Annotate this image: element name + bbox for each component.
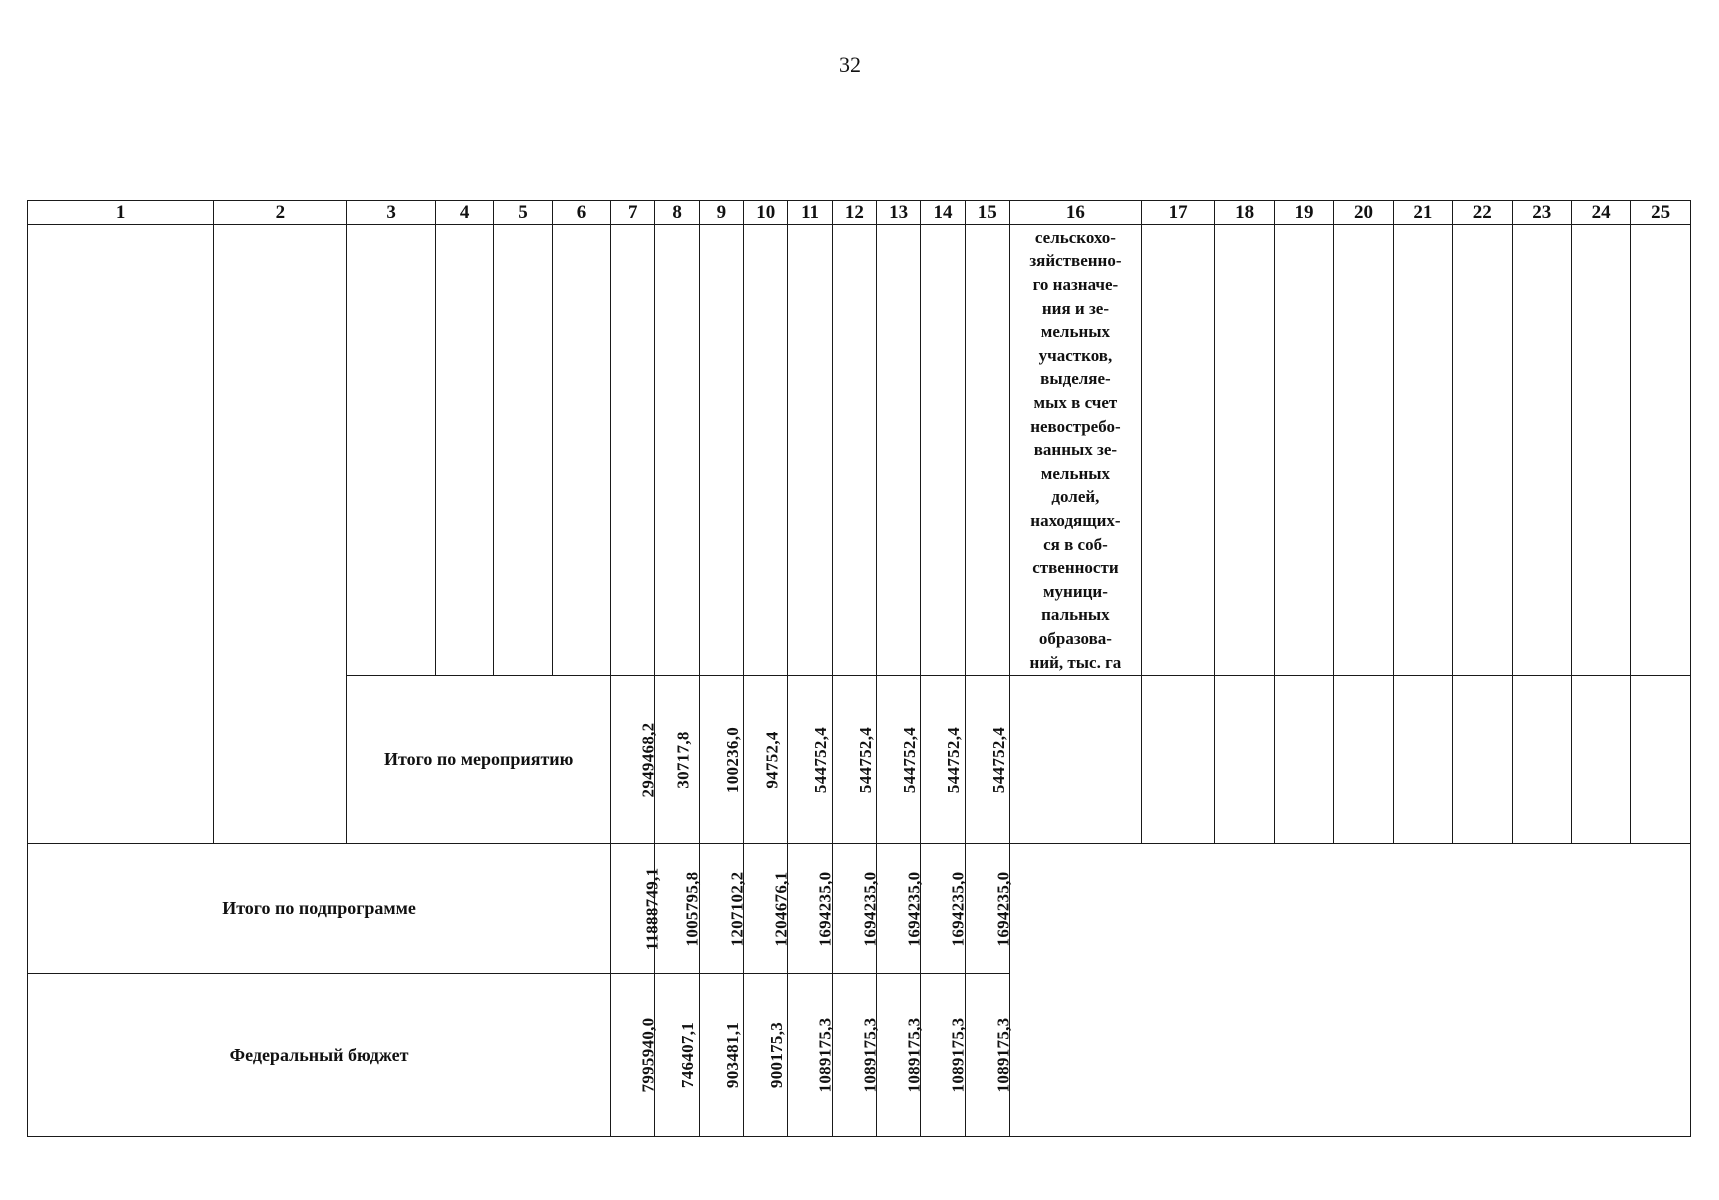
column-number-18: 18 xyxy=(1215,201,1274,225)
cell-col-19 xyxy=(1274,225,1333,676)
description-line: невостребо- xyxy=(1030,416,1121,436)
empty-merged-area xyxy=(1009,844,1690,1137)
description-line: находящих- xyxy=(1030,510,1121,530)
cell-col-5 xyxy=(494,225,552,676)
federal-value-cell-col-7 xyxy=(611,974,658,1137)
measure-empty-cell-col-17 xyxy=(1141,676,1215,844)
federal-value: 7995940,0 xyxy=(638,1017,658,1093)
measure-total-label: Итого по мероприятию xyxy=(347,676,611,844)
column-number-1: 1 xyxy=(28,201,214,225)
description-line: долей, xyxy=(1051,487,1100,507)
measure-value: 2949468,2 xyxy=(638,722,658,797)
measure-empty-cell-col-23 xyxy=(1512,676,1571,844)
column-number-24: 24 xyxy=(1571,201,1630,225)
cell-col-15 xyxy=(965,225,1009,676)
subprogram-total-row xyxy=(28,844,1691,974)
measure-value-cell-col-13 xyxy=(877,676,921,844)
measure-empty-cell-col-20 xyxy=(1334,676,1393,844)
measure-value-cell-col-15 xyxy=(965,676,1009,844)
cell-col-18 xyxy=(1215,225,1274,676)
federal-value-cell-col-8 xyxy=(655,974,699,1137)
cell-col-9 xyxy=(699,225,743,676)
column-number-7: 7 xyxy=(611,201,655,225)
federal-value: 746407,1 xyxy=(678,1021,698,1089)
column-number-19: 19 xyxy=(1274,201,1333,225)
column-number-13: 13 xyxy=(877,201,921,225)
column-number-21: 21 xyxy=(1393,201,1452,225)
measure-empty-cell-col-16 xyxy=(1009,676,1141,844)
measure-value: 100236,0 xyxy=(722,726,742,793)
indicator-description-cell xyxy=(1009,225,1141,676)
subprogram-value: 1694235,0 xyxy=(904,871,924,946)
column-number-9: 9 xyxy=(699,201,743,225)
description-line: зяйственно- xyxy=(1029,251,1122,271)
measure-value-cell-col-10 xyxy=(744,676,788,844)
cell-col-6 xyxy=(552,225,610,676)
cell-col-1 xyxy=(28,225,214,844)
description-line: мельных xyxy=(1040,463,1111,483)
column-number-4: 4 xyxy=(435,201,493,225)
measure-value-cell-col-7 xyxy=(611,676,658,844)
cell-col-21 xyxy=(1393,225,1452,676)
column-number-6: 6 xyxy=(552,201,610,225)
federal-value-cell-col-12 xyxy=(832,974,880,1137)
column-number-3: 3 xyxy=(347,201,436,225)
measure-value: 30717,8 xyxy=(674,730,694,789)
subprogram-value: 1005795,8 xyxy=(682,871,702,946)
measure-value: 94752,4 xyxy=(762,730,782,789)
federal-value: 1089175,3 xyxy=(948,1017,968,1093)
description-line: пальных xyxy=(1041,605,1110,625)
cell-col-12 xyxy=(832,225,876,676)
subprogram-value: 11888749,1 xyxy=(642,867,662,950)
subprogram-value: 1694235,0 xyxy=(948,871,968,946)
description-line: ния и зе- xyxy=(1041,298,1109,318)
description-line: выделяе- xyxy=(1040,369,1111,389)
column-number-23: 23 xyxy=(1512,201,1571,225)
column-number-17: 17 xyxy=(1141,201,1215,225)
cell-col-8 xyxy=(655,225,699,676)
measure-value-cell-col-9 xyxy=(699,676,743,844)
column-number-22: 22 xyxy=(1453,201,1512,225)
measure-value: 544752,4 xyxy=(944,726,964,793)
subprogram-total-label: Итого по подпрограмме xyxy=(28,844,611,974)
cell-col-13 xyxy=(877,225,921,676)
cell-col-11 xyxy=(788,225,832,676)
subprogram-value: 1694235,0 xyxy=(860,871,880,946)
column-number-10: 10 xyxy=(744,201,788,225)
measure-empty-cell-col-22 xyxy=(1453,676,1512,844)
measure-empty-cell-col-19 xyxy=(1274,676,1333,844)
measure-value: 544752,4 xyxy=(988,726,1008,793)
cell-col-23 xyxy=(1512,225,1571,676)
cell-col-24 xyxy=(1571,225,1630,676)
subprogram-value-cell-col-14 xyxy=(921,844,968,974)
description-line: сельскохо- xyxy=(1034,227,1116,247)
description-line: муници- xyxy=(1042,581,1108,601)
federal-value-cell-col-9 xyxy=(699,974,743,1137)
column-number-16: 16 xyxy=(1009,201,1141,225)
federal-value-cell-col-13 xyxy=(877,974,924,1137)
description-line: ся в соб- xyxy=(1043,534,1108,554)
column-number-2: 2 xyxy=(214,201,347,225)
column-number-8: 8 xyxy=(655,201,699,225)
subprogram-value-cell-col-11 xyxy=(788,844,835,974)
subprogram-value-cell-col-7 xyxy=(611,844,662,974)
measure-empty-cell-col-21 xyxy=(1393,676,1452,844)
cell-col-25 xyxy=(1631,225,1691,676)
cell-col-22 xyxy=(1453,225,1512,676)
page-number: 32 xyxy=(839,52,861,77)
subprogram-value-cell-col-13 xyxy=(877,844,924,974)
cell-col-7 xyxy=(611,225,655,676)
measure-value: 544752,4 xyxy=(811,726,831,793)
measure-empty-cell-col-24 xyxy=(1571,676,1630,844)
subprogram-value: 1694235,0 xyxy=(993,871,1013,946)
federal-value: 900175,3 xyxy=(767,1021,787,1089)
description-line: го назначе- xyxy=(1032,275,1119,295)
federal-value: 903481,1 xyxy=(722,1021,742,1089)
cell-col-2 xyxy=(214,225,347,844)
subprogram-value-cell-col-15 xyxy=(965,844,1013,974)
description-line: образова- xyxy=(1038,628,1112,648)
column-number-12: 12 xyxy=(832,201,876,225)
description-line: ственности xyxy=(1032,558,1119,578)
federal-value-cell-col-14 xyxy=(921,974,968,1137)
subprogram-value: 1204676,1 xyxy=(771,871,791,946)
measure-value-cell-col-12 xyxy=(832,676,876,844)
subprogram-value-cell-col-10 xyxy=(744,844,791,974)
subprogram-value: 1694235,0 xyxy=(815,871,835,946)
federal-value-cell-col-10 xyxy=(744,974,788,1137)
column-number-25: 25 xyxy=(1631,201,1691,225)
federal-value: 1089175,3 xyxy=(860,1017,880,1093)
column-number-14: 14 xyxy=(921,201,965,225)
cell-col-14 xyxy=(921,225,965,676)
description-row xyxy=(28,225,1691,676)
budget-table xyxy=(27,200,1691,1137)
description-line: мых в счет xyxy=(1033,393,1118,413)
cell-col-17 xyxy=(1141,225,1215,676)
federal-budget-label: Федеральный бюджет xyxy=(28,974,611,1137)
description-line: ванных зе- xyxy=(1033,440,1118,460)
federal-value: 1089175,3 xyxy=(993,1017,1013,1093)
measure-empty-cell-col-18 xyxy=(1215,676,1274,844)
column-number-11: 11 xyxy=(788,201,832,225)
column-number-15: 15 xyxy=(965,201,1009,225)
federal-value: 1089175,3 xyxy=(815,1017,835,1093)
federal-value-cell-col-11 xyxy=(788,974,835,1137)
description-line: участков, xyxy=(1038,345,1113,365)
subprogram-value: 1207102,2 xyxy=(727,871,747,946)
column-number-20: 20 xyxy=(1334,201,1393,225)
cell-col-4 xyxy=(435,225,493,676)
cell-col-10 xyxy=(744,225,788,676)
header-row xyxy=(28,201,1691,225)
description-line: мельных xyxy=(1040,322,1111,342)
federal-value-cell-col-15 xyxy=(965,974,1013,1137)
subprogram-value-cell-col-12 xyxy=(832,844,880,974)
measure-value-cell-col-14 xyxy=(921,676,965,844)
measure-value: 544752,4 xyxy=(855,726,875,793)
cell-col-3 xyxy=(347,225,436,676)
measure-empty-cell-col-25 xyxy=(1631,676,1691,844)
measure-value-cell-col-11 xyxy=(788,676,832,844)
description-line: ний, тыс. га xyxy=(1029,652,1122,672)
measure-value: 544752,4 xyxy=(900,726,920,793)
cell-col-20 xyxy=(1334,225,1393,676)
column-number-5: 5 xyxy=(494,201,552,225)
federal-value: 1089175,3 xyxy=(904,1017,924,1093)
measure-value-cell-col-8 xyxy=(655,676,699,844)
subprogram-value-cell-col-9 xyxy=(699,844,747,974)
